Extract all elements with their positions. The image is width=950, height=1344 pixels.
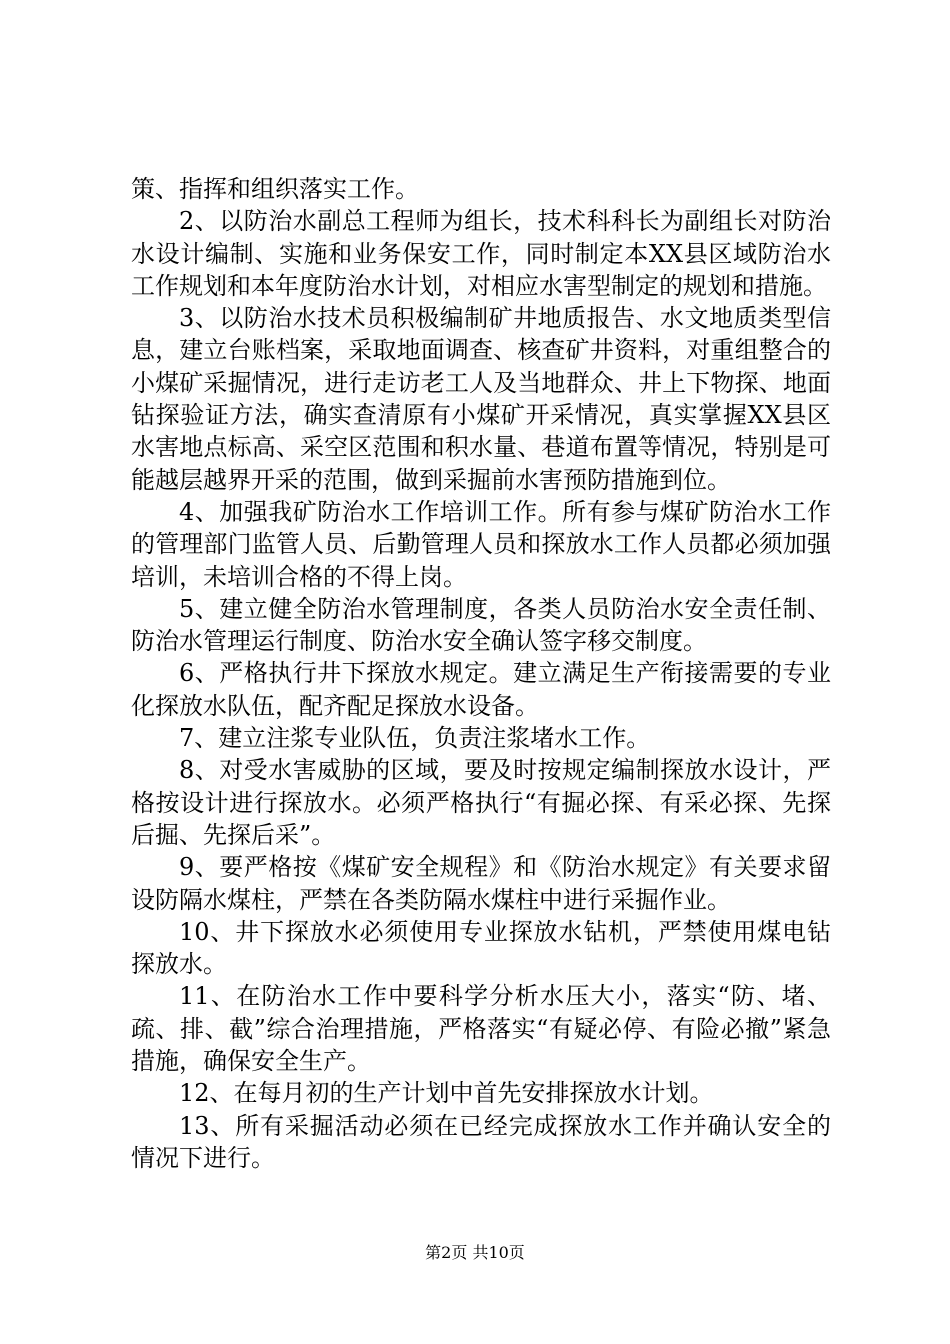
paragraph-item-9: 9、要严格按《煤矿安全规程》和《防治水规定》有关要求留设防隔水煤柱，严禁在各类防隔水煤柱中进行采掘作业。 bbox=[131, 853, 831, 914]
paragraph-item-10: 10、井下探放水必须使用专业探放水钻机，严禁使用煤电钻探放水。 bbox=[131, 917, 831, 979]
paragraph-item-8: 8、对受水害威胁的区域，要及时按规定编制探放水设计，严格按设计进行探放水。必须严格执行“有掘必探、有采必探、先探后掘、先探后采”。 bbox=[131, 756, 831, 849]
paragraph-item-7: 7、建立注浆专业队伍，负责注浆堵水工作。 bbox=[179, 724, 651, 753]
paragraph-continued: 策、指挥和组织落实工作。 bbox=[131, 175, 419, 203]
paragraph-item-6: 6、严格执行井下探放水规定。建立满足生产衔接需要的专业化探放水队伍，配齐配足探放水设备。 bbox=[131, 659, 831, 720]
paragraph-item-13: 13、所有采掘活动必须在已经完成探放水工作并确认安全的情况下进行。 bbox=[131, 1111, 831, 1172]
paragraph-item-11: 11、在防治水工作中要科学分析水压大小，落实“防、堵、疏、排、截”综合治理措施，严格落实“有疑必停、有险必撤”紧急措施，确保安全生产。 bbox=[131, 982, 831, 1076]
paragraph-item-2: 2、以防治水副总工程师为组长，技术科科长为副组长对防治水设计编制、实施和业务保安工作，同时制定本XX县区域防治水工作规划和本年度防治水计划，对相应水害型制定的规划和措施。 bbox=[131, 207, 831, 300]
paragraph-item-12: 12、在每月初的生产计划中首先安排探放水计划。 bbox=[179, 1079, 714, 1108]
page-number-footer: 第2页 共10页 bbox=[425, 1243, 525, 1262]
paragraph-item-5: 5、建立健全防治水管理制度，各类人员防治水安全责任制、防治水管理运行制度、防治水安全确认签字移交制度。 bbox=[131, 594, 831, 656]
document-body bbox=[131, 173, 831, 1174]
paragraph-item-4: 4、加强我矿防治水工作培训工作。所有参与煤矿防治水工作的管理部门监管人员、后勤管理人员和探放水工作人员都必须加强培训，未培训合格的不得上岗。 bbox=[131, 497, 831, 591]
paragraph-item-3: 3、以防治水技术员积极编制矿井地质报告、水文地质类型信息，建立台账档案，采取地面调查、核查矿井资料，对重组整合的小煤矿采掘情况，进行走访老工人及当地群众、井上下物探、地面钻探验证方法，确实查清原有小煤矿开采情况，真实掌握XX县区水害地点标高、采空区范围和积水量、巷道布置等情况，特别是可能越层越界开采的范围，做到采掘前水害预防措施到位。 bbox=[131, 304, 831, 494]
